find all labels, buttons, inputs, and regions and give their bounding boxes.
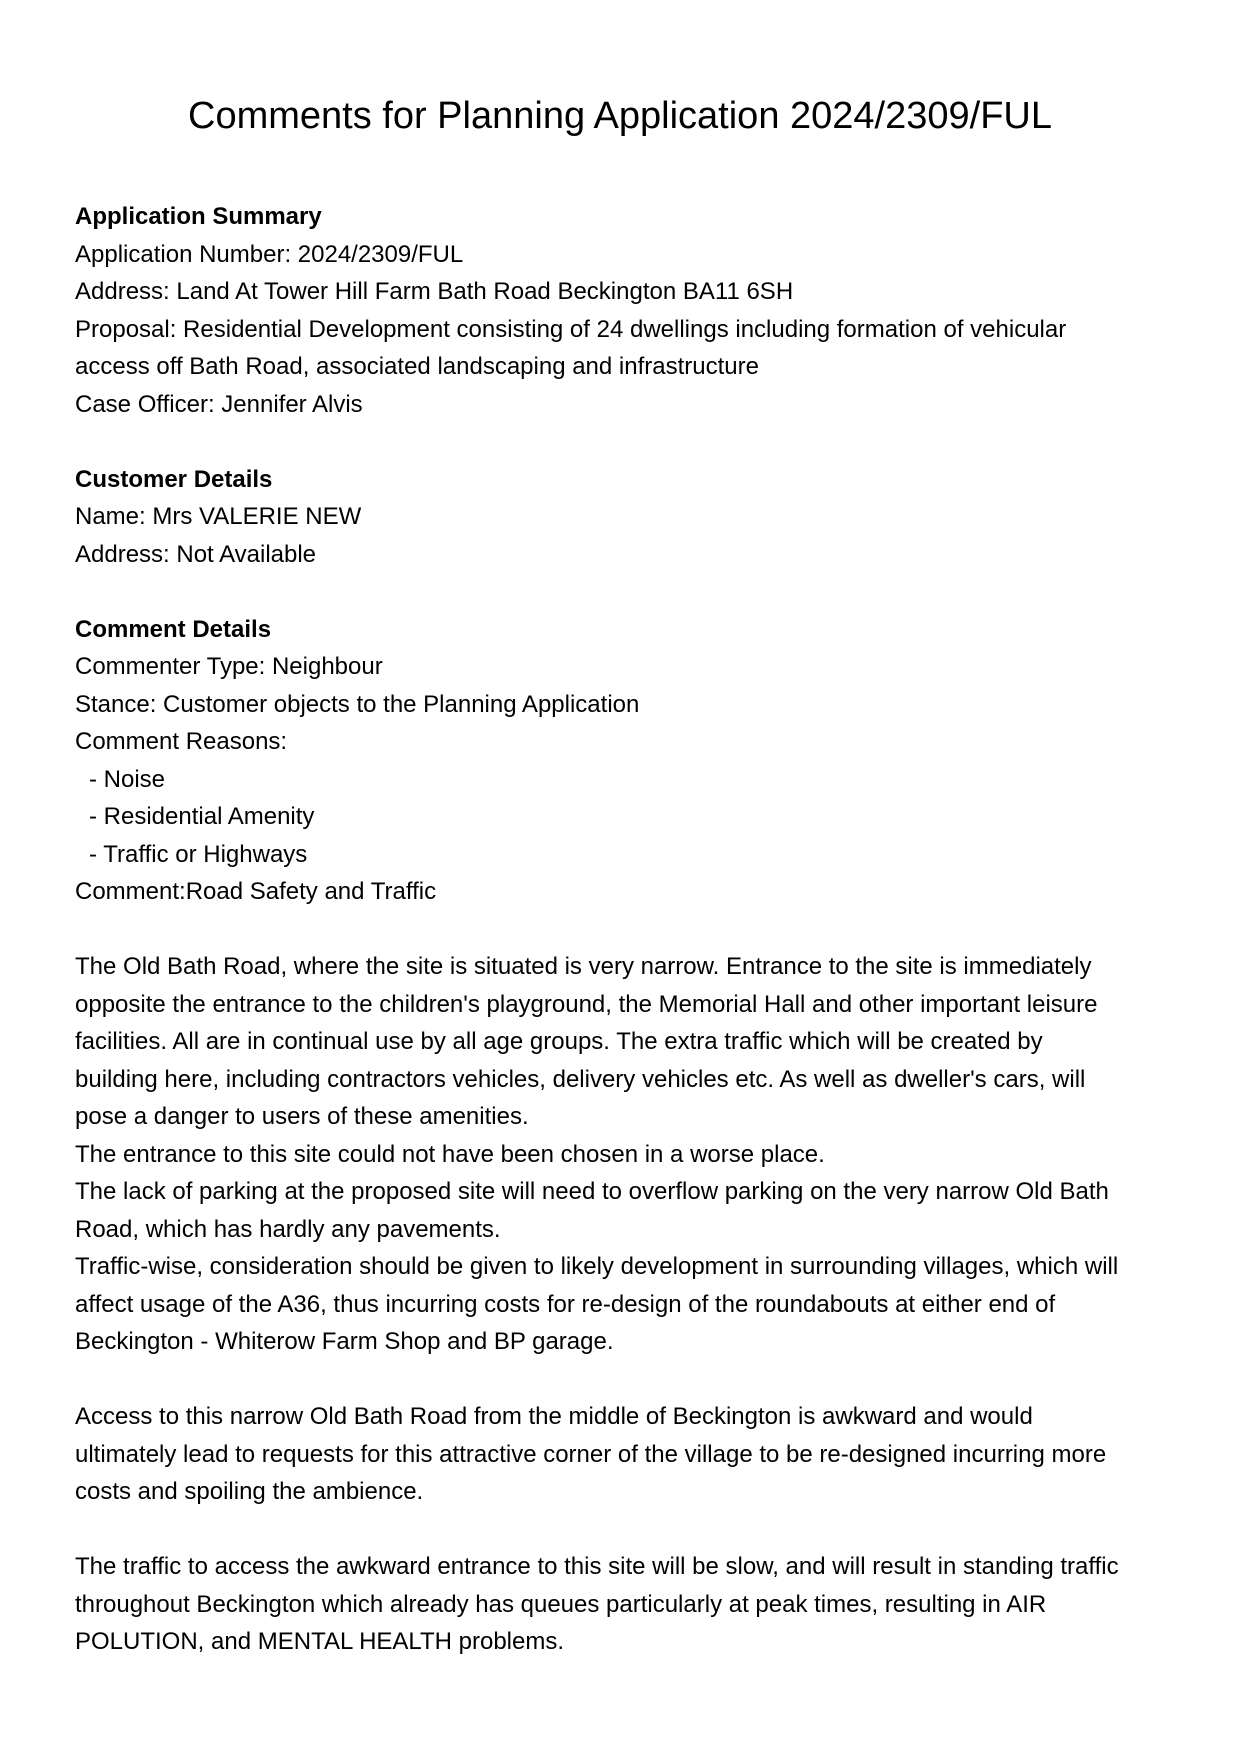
- stance: Stance: Customer objects to the Planning Application: [75, 690, 640, 718]
- comment-paragraph-3: [75, 1548, 1185, 1661]
- paragraph-line: The lack of parking at the proposed site will need to overflow parking on the very narrow Old Bath: [75, 1178, 1109, 1205]
- comment-details-section: [75, 611, 1185, 911]
- paragraph-line: The Old Bath Road, where the site is situated is very narrow. Entrance to the site is immediately: [75, 953, 1092, 980]
- paragraph-line: POLUTION, and MENTAL HEALTH problems.: [75, 1628, 565, 1655]
- application-address: Address: Land At Tower Hill Farm Bath Road Beckington BA11 6SH: [75, 278, 794, 305]
- customer-name: Name: Mrs VALERIE NEW: [75, 503, 362, 530]
- application-summary-section: [75, 198, 1185, 423]
- document-content: [75, 198, 1185, 1661]
- case-officer: Case Officer: Jennifer Alvis: [75, 390, 363, 418]
- comment-reason-item: - Traffic or Highways: [89, 840, 308, 868]
- application-number: Application Number: 2024/2309/FUL: [75, 240, 464, 268]
- comment-details-heading: Comment Details: [75, 615, 272, 643]
- paragraph-line: opposite the entrance to the children's playground, the Memorial Hall and other important leisure: [75, 990, 1098, 1018]
- comment-paragraph-2: [75, 1398, 1185, 1511]
- spacer: [75, 423, 1185, 461]
- page-title: Comments for Planning Application 2024/2309/FUL: [188, 95, 1052, 137]
- customer-address: Address: Not Available: [75, 540, 317, 568]
- paragraph-line: ultimately lead to requests for this attractive corner of the village to be re-designed incurring more: [75, 1440, 1107, 1468]
- paragraph-line: Road, which has hardly any pavements.: [75, 1215, 501, 1243]
- paragraph-line: The traffic to access the awkward entrance to this site will be slow, and will result in standing traffic: [75, 1553, 1119, 1580]
- paragraph-line: pose a danger to users of these amenities.: [75, 1103, 529, 1130]
- paragraph-line: affect usage of the A36, thus incurring costs for re-design of the roundabouts at either end of: [75, 1290, 1056, 1318]
- customer-details-heading: Customer Details: [75, 465, 273, 493]
- application-summary-heading: Application Summary: [75, 203, 322, 230]
- comment-reason-item: - Residential Amenity: [89, 803, 315, 830]
- spacer: [75, 573, 1185, 611]
- comment-paragraph-1: [75, 948, 1185, 1361]
- paragraph-line: Access to this narrow Old Bath Road from the middle of Beckington is awkward and would: [75, 1403, 1033, 1430]
- comment-reason-item: - Noise: [89, 765, 166, 793]
- comment-reasons-label: Comment Reasons:: [75, 728, 288, 755]
- paragraph-line: The entrance to this site could not have been chosen in a worse place.: [75, 1140, 825, 1168]
- spacer: [75, 911, 1185, 949]
- commenter-type: Commenter Type: Neighbour: [75, 653, 383, 680]
- paragraph-line: building here, including contractors vehicles, delivery vehicles etc. As well as dweller's cars, will: [75, 1065, 1086, 1093]
- spacer: [75, 1361, 1185, 1399]
- comment-subject: Comment:Road Safety and Traffic: [75, 878, 437, 905]
- paragraph-line: Beckington - Whiterow Farm Shop and BP garage.: [75, 1328, 614, 1355]
- paragraph-line: costs and spoiling the ambience.: [75, 1478, 424, 1505]
- spacer: [75, 1511, 1185, 1549]
- proposal-line: access off Bath Road, associated landscaping and infrastructure: [75, 353, 759, 380]
- paragraph-line: throughout Beckington which already has queues particularly at peak times, resulting in AIR: [75, 1590, 1047, 1618]
- paragraph-line: facilities. All are in continual use by all age groups. The extra traffic which will be created by: [75, 1028, 1043, 1055]
- paragraph-line: Traffic-wise, consideration should be given to likely development in surrounding villages, which will: [75, 1253, 1119, 1280]
- customer-details-section: [75, 461, 1185, 574]
- proposal-line: Proposal: Residential Development consisting of 24 dwellings including formation of vehicular: [75, 315, 1067, 343]
